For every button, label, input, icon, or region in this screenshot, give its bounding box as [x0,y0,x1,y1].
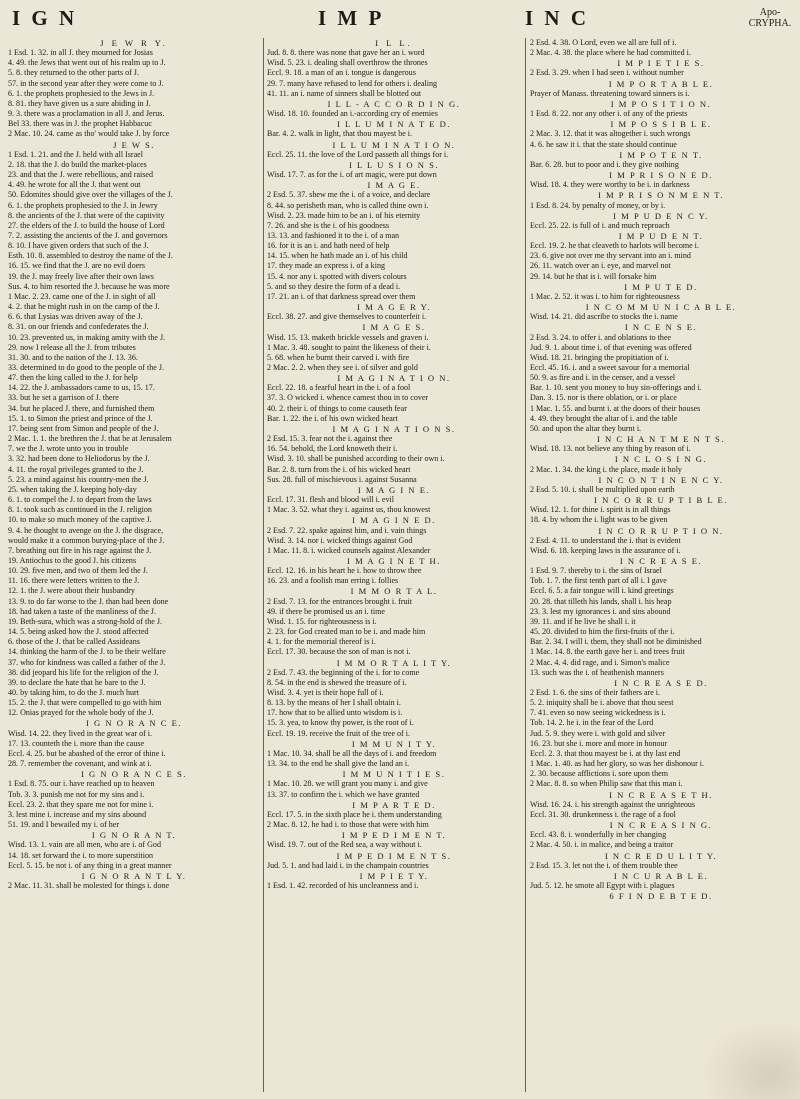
reference-line: 8. 10. I have given orders that such of the J. [8,241,149,251]
reference-line: 7. 2. assisting the ancients of the J. and governors [8,230,168,240]
reference-line: 2 Esd. 5. 37. shew me the i. of a voice, and declare [267,190,431,200]
reference-line: Eccl. 9. 18. a man of an i. tongue is dangerous [267,68,416,78]
headword: I G N O R A N T L Y. [81,870,187,881]
reference-line: 50. and upon the altar they burnt i. [530,423,642,433]
reference-line: 15. 3. yea, to know thy power, is the root of i. [267,718,414,728]
reference-line: Jud. 5. 12. he smote all Egypt with i. plagues [530,880,675,890]
reference-line: 16. 15. we find that the J. are no evil doers [8,261,145,271]
reference-line: 5. and so they desire the form of a dead i. [267,281,401,291]
reference-line: 8. 13. by the means of her I shall obtain i. [267,698,401,708]
reference-line: 10. 23. prevented us, in making amity with the J. [8,332,166,342]
headword: I N C O R R U P T I O N. [598,525,724,536]
reference-line: Bel 33. there was in J. the prophet Habbacuc [8,119,152,129]
reference-line: 1 Mac. 10. 28. we will grant you many i. and give [267,779,428,789]
reference-line: 5. 8. they returned to the other parts of J. [8,68,139,78]
reference-line: 40. 2. their i. of things to come causeth fear [267,403,407,413]
reference-line: 50. 9. as fire and i. in the censer, and a vessel [530,373,676,383]
reference-line: Jud. 9. 1. about time i. of that evening was offered [530,342,692,352]
reference-line: Eccl. 17. 31. flesh and blood will i. evil [267,495,394,505]
reference-line: 1 Esd. 9. 7. thereby to i. the sins of Israel [530,566,662,576]
reference-line: Wisd. 19. 7. out of the Red sea, a way without i. [267,840,422,850]
running-head-left: I G N [12,6,78,30]
reference-line: 38. did jeopard his life for the religion of the J. [8,667,159,677]
headword: I M A G I N A T I O N S. [332,423,456,434]
reference-line: 1 Mac. 10. 34. shall be all the days of i. and freedom [267,748,437,758]
reference-line: Eccl. 43. 8. i. wonderfully in her changing [530,830,667,840]
reference-line: 17. they made an express i. of a king [267,261,385,271]
reference-line: 16. 23. but she i. more and more in honour [530,738,668,748]
reference-line: Bar. 1. 10. sent you money to buy sin-offerings and i. [530,383,702,393]
reference-line: 23. 6. give not over me thy servant into an i. mind [530,251,691,261]
headword: I N C R E D U L I T Y. [604,850,718,861]
reference-line: Eccl. 6. 5. a fair tongue will i. kind greetings [530,586,674,596]
headword: I N C O R R U P T I B L E. [594,495,728,506]
reference-line: Eccl. 23. 2. that they spare me not for mine i. [8,799,154,809]
reference-line: Eccl. 31. 30. drunkenness i. the rage of a fool [530,809,676,819]
reference-line: 17. 13. counteth the i. more than the cause [8,738,145,748]
headword: I L L U M I N A T E D. [337,119,451,130]
reference-line: 14. 5. being asked how the J. stood affected [8,627,149,637]
headword: I M P O S I T I O N. [610,98,712,109]
reference-line: 9. 3. there was a proclamation in all J. and Jerus. [8,109,165,119]
reference-line: 1 Mac. 11. 8. i. wicked counsels against Alexander [267,545,431,555]
headword: I M P E D I M E N T. [341,830,447,841]
reference-line: 29. 7. many have refused to lend for others i. dealing [267,78,438,88]
reference-line: Wisd. 16. 24. i. his strength against the unrighteous [530,799,696,809]
reference-line: 57. in the second year after they were come to J. [8,78,164,88]
headword: I M A G E. [367,180,421,191]
reference-line: Wisd. 2. 23. made him to be an i. of his eternity [267,210,421,220]
reference-line: Tob. 1. 7. the first tenth part of all i. I gave [530,576,667,586]
headword: I M P U T E D. [624,281,698,292]
reference-line: 31. 30. and to the nation of the J. 13. 36. [8,352,138,362]
reference-line: Eccl. 25. 22. is full of i. and much reproach [530,220,670,230]
reference-line: 1 Esd. 8. 22. nor any other i. of any of the priests [530,109,688,119]
reference-line: 13. such was the i. of heathenish manners [530,667,664,677]
reference-line: Bar. 1. 22. the i. of his own wicked heart [267,413,398,423]
headword: I M A G I N E. [357,484,431,495]
reference-line: Wisd. 3. 10. shall be punished according to their own i. [267,454,445,464]
headword: I M A G I N E D. [352,515,436,526]
headword: I G N O R A N T. [91,830,177,841]
reference-line: 15. 1. to Simon the priest and prince of the J. [8,413,153,423]
reference-line: 2 Esd. 7. 43. the beginning of the i. for to come [267,667,420,677]
reference-line: Eccl. 45. 16. i. and a sweet savour for a memorial [530,363,690,372]
headword: I L L - A C C O R D I N G. [327,98,461,109]
reference-line: 12. 1. the J. were about their husbandry [8,586,135,596]
headword: I L L U S I O N S. [348,159,440,170]
reference-line: 2 Esd. 4. 38. O Lord, even we all are full of i. [530,38,677,47]
reference-line: Jud. 5. 1. and had laid i. in the champain countries [267,860,429,870]
section-label [743,7,797,29]
reference-line: Wisd. 6. 18. keeping laws is the assurance of i. [530,545,681,555]
running-head-center: I M P [318,6,385,30]
reference-line: Dan. 3. 15. nor is there oblation, or i. or place [530,393,677,403]
reference-line: 18. 4. by whom the i. light was to be given [530,515,668,525]
reference-line: 50. Edomites should give over the villages of the J. [8,190,173,200]
reference-line: Eccl. 2. 3. that thou mayest be i. at thy last end [530,748,681,758]
reference-line: 2 Esd. 15. 3. let not the i. of them trouble thee [530,860,678,870]
reference-line: 4. 49. the Jews that went out of his realm up to J. [8,58,166,68]
column-rule-right [525,38,526,1092]
reference-line: Bar. 4. 2. walk in light, that thou mayest be i. [267,129,413,139]
reference-line: Prayer of Manass. threatening toward sinners is i. [530,88,690,98]
reference-line: Eccl. 19. 2. he that cleaveth to harlots will become i. [530,241,699,251]
reference-line: 39. 11. and if he live he shall i. it [530,616,636,626]
column-rule-left [263,38,264,1092]
reference-line: 14. 15. when he hath made an i. of his child [267,251,408,261]
reference-line: 2 Esd. 3. 24. to offer i. and oblations to thee [530,332,672,342]
reference-line: 5. 68. when he burnt their carved i. with fire [267,352,410,362]
reference-line: 19. Beth-sura, which was a strong-hold of the J. [8,616,162,626]
reference-line: 33. determined to do good to the people of the J. [8,363,164,372]
reference-line: 11. 16. there were letters written to the J. [8,576,140,586]
reference-line: 2 Esd. 3. 29. when I had seen i. without number [530,68,684,78]
reference-line: Wisd. 17. 7. as for the i. of art magic, were put down [267,170,437,180]
reference-line: 2 Mac. 4. 4. did rage, and i. Simon's malice [530,657,670,667]
reference-line: 6. 1. to compel the J. to depart from the laws [8,495,152,505]
page-stain [700,1020,800,1099]
headword: I M A G E S. [362,322,426,333]
reference-line: 2 Mac. 4. 50. i. in malice, and being a traitor [530,840,674,850]
reference-line: 1 Mac. 1. 55. and burnt i. at the doors of their houses [530,403,701,413]
reference-line: 8. 54. in the end is shewed the treasure of i. [267,677,407,687]
reference-line: Eccl. 17. 30. because the son of man is not i. [267,647,411,657]
headword: I G N O R A N C E S. [81,769,187,780]
reference-line: 7. breathing out fire in his rage against the J. [8,545,152,555]
reference-line: 2. 30. because afflictions i. sore upon them [530,769,668,779]
headword: I M P O S S I B L E. [610,119,712,130]
reference-line: Tob. 14. 2. he i. in the fear of the Lord [530,718,654,728]
reference-line: 23. and that the J. were rebellious, and raised [8,170,154,180]
reference-line: 19. the J. may freely live after their own laws [8,271,154,281]
concordance-column-3 [530,38,792,1094]
reference-line: 2 Mac. 1. 1. the brethren the J. that be at Jerusalem [8,434,172,444]
running-head-right: I N C [525,6,590,30]
reference-line: 16. for it is an i. and hath need of help [267,241,390,251]
reference-line: 2. 18. that the J. do build the market-places [8,159,147,169]
headword: I L L. [375,38,413,48]
reference-line: 5. 2. iniquity shall be i. above that thou seest [530,698,674,708]
reference-line: 25. when taking the J. keeping holy-day [8,484,137,494]
headword: I M M U N I T Y. [351,738,437,749]
reference-line: 1 Esd. 1. 32. in all J. they mourned for Josias [8,48,153,58]
reference-line: 45. 20. divided to him the first-fruits of the i. [530,627,675,637]
reference-line: 15. 2. the J. that were compelled to go with him [8,698,162,708]
reference-line: 4. 49. they brought the altar of i. and the table [530,413,678,423]
reference-line: Wisd. 18. 13. not believe any thing by reason of i. [530,444,691,454]
reference-line: 23. 3. lest my ignorances i. and sins abound [530,606,671,616]
reference-line: 13. 13. and fashioned it to the i. of a man [267,230,400,240]
reference-line: Wisd. 14. 22. they lived in the great war of i. [8,728,153,738]
reference-line: 20. 28. that tilleth his lands, shall i. his heap [530,596,672,606]
reference-line: 1 Esd. 1. 21. and the J. held with all Israel [8,149,143,159]
reference-line: 2 Mac. 4. 38. the place where he had committed i. [530,48,691,58]
reference-line: 28. 7. remember the covenant, and wink at i. [8,759,152,769]
reference-line: 1 Mac. 3. 48. sought to paint the likeness of their i. [267,342,431,352]
headword: I M A G E R Y. [357,302,431,313]
headword: I G N O R A N C E. [86,718,182,729]
reference-line: 8. 81. they have given us a sure abiding in J. [8,98,151,108]
reference-line: 4. 1. for the memorial thereof is i. [267,637,376,647]
headword: I M P R I S O N E D. [609,170,713,181]
reference-line: 3. 32. had been done to Heliodorus by the J. [8,454,150,464]
reference-line: Eccl. 22. 18. a fearful heart in the i. of a fool [267,383,411,393]
reference-line: Bar. 2. 34. I will i. them, they shall not be diminished [530,637,702,647]
reference-line: 2 Esd. 4. 11. to understand the i. that is evident [530,535,681,545]
reference-line: Jud. 5. 9. they were i. with gold and silver [530,728,666,738]
reference-line: 41. 11. an i. name of sinners shall be blotted out [267,88,422,98]
reference-line: 2 Mac. 1. 34. the king i. the place, made it holy [530,464,682,474]
reference-line: 19. Antiochus to the good J. his citizens [8,555,137,565]
reference-line: Eccl. 19. 19. receive the fruit of the tree of i. [267,728,410,738]
headword: I N C R E A S E. [619,555,703,566]
reference-line: 18. had taken a taste of the manliness of the J. [8,606,156,616]
concordance-column-1 [8,38,260,1094]
reference-line: 8. 44. so perisheth man, who is called thine own i. [267,200,429,210]
reference-line: Wisd. 5. 23. i. dealing shall overthrow the thrones [267,58,428,68]
reference-line: Sus. 4. to him resorted the J. because he was more [8,281,170,291]
reference-line: 14. 18. set forward the i. to more superstition [8,850,154,860]
reference-line: 2. 23. for God created man to be i. and made him [267,627,426,637]
reference-line: 29. now I release all the J. from tributes [8,342,136,352]
reference-line: 1 Esd. 1. 42. recorded of his uncleanness and i. [267,880,419,890]
reference-line: 34. but he placed J. there, and furnished them [8,403,155,413]
reference-line: 12. Onias prayed for the whole body of the J. [8,708,154,718]
headword: I M A G I N E T H. [347,555,441,566]
headword: I N C R E A S E D. [614,677,708,688]
reference-line: 4. 2. that he might rush in on the camp of the J. [8,302,160,312]
headword: I N C O M M U N I C A B L E. [585,302,737,313]
reference-line: 2 Mac. 8. 8. so when Philip saw that this man i. [530,779,683,789]
reference-line: Bar. 6. 28. but to poor and i. they give nothing [530,159,679,169]
reference-line: 17. how that to be allied unto wisdom is i. [267,708,403,718]
headword: I N C U R A B L E. [613,870,709,881]
reference-line: 33. but he set a garrison of J. there [8,393,119,403]
section-label-top: Apo- [759,7,781,18]
reference-line: 15. 4. nor any i. spotted with divers colours [267,271,407,281]
headword: J E W R Y. [100,38,168,48]
reference-line: 2 Esd. 5. 10. i. shall be multiplied upon earth [530,484,675,494]
reference-line: 7. we the J. wrote unto you in trouble [8,444,129,454]
reference-line: 4. 6. he saw it i. that the state should continue [530,139,677,149]
headword: I M P A R T E D. [352,799,436,810]
reference-line: 37. who for kindness was called a father of the J. [8,657,166,667]
headword: I M P I E T I E S. [617,58,705,69]
reference-line: 2 Mac. 10. 24. came as tho' would take J. by force [8,129,170,139]
reference-line: 17. being sent from Simon and people of the J. [8,423,159,433]
reference-line: Wisd. 18. 10. founded an i.-according cry of enemies [267,109,438,119]
reference-line: 6. those of the J. that be called Assideans [8,637,140,647]
reference-line: 1 Mac. 1. 40. as had her glory, so was her dishonour i. [530,759,705,769]
reference-line: Bar. 2. 8. turn from the i. of his wicked heart [267,464,411,474]
reference-line: 1 Mac. 14. 8. the earth gave her i. and trees fruit [530,647,685,657]
reference-line: 26. 11. watch over an i. eye, and marvel not [530,261,671,271]
headword: I M M U N I T I E S. [342,769,446,780]
reference-line: 6. 1. the prophets prophesied to the Jews in J. [8,88,155,98]
reference-line: 5. 23. a mind against his country-men the J. [8,474,149,484]
headword: I M P I E T Y. [359,870,429,881]
reference-line: 2 Mac. 2. 2. when they see i. of silver and gold [267,363,418,372]
reference-line: 17. 21. an i. of that darkness spread over them [267,291,416,301]
running-head [0,6,800,36]
reference-line: Jud. 8. 8. there was none that gave her an i. word [267,48,425,58]
reference-line: 51. 19. and I bewailed my i. of her [8,820,120,830]
reference-line: Wisd. 1. 15. for righteousness is i. [267,616,377,626]
reference-line: 10. 29. five men, and two of them led the J. [8,566,148,576]
reference-line: 47. then the king called to the J. for help [8,373,138,383]
headword: I N C R E A S I N G. [609,820,713,831]
headword: I N C O N T I N E N C Y. [598,474,724,485]
reference-line: 2 Esd. 7. 13. for the entrances brought i. fruit [267,596,413,606]
reference-line: 1 Esd. 8. 75. our i. have reached up to heaven [8,779,155,789]
reference-line: 27. the elders of the J. to build the house of Lord [8,220,165,230]
reference-line: Wisd. 18. 21. bringing the propitiation of i. [530,352,669,362]
reference-line: 7. 26. and she is the i. of his goodness [267,220,390,230]
reference-line: 14. thinking the harm of the J. to be their welfare [8,647,166,657]
reference-line: 13. 37. to confirm the i. which we have granted [267,789,420,799]
reference-line: Esth. 10. 8. assembled to destroy the name of the J. [8,251,173,261]
headword: I M P O T E N T. [619,149,703,160]
reference-line: 13. 34. to the end he shall give the land an i. [267,759,410,769]
section-label-bottom: CRYPHA. [748,18,792,29]
reference-line: 6. 1. the prophets prophesied to the J. in Jewry [8,200,158,210]
headword: I M P O R T A B L E. [608,78,714,89]
reference-line: Eccl. 4. 25. but be abashed of the error of thine i. [8,748,166,758]
reference-line: Wisd. 3. 14. nor i. wicked things against God [267,535,413,545]
headword: I M P R I S O N M E N T. [597,190,725,201]
headword: I M P E D I M E N T S. [336,850,452,861]
reference-line: 3. lest mine i. increase and my sins abound [8,809,147,819]
reference-line: 6. 6. that Lysias was driven away of the J. [8,312,143,322]
reference-line: 9. 4. he thought to avenge on the J. the disgrace, [8,525,164,535]
reference-line: 16. 54. behold, the Lord knoweth their i. [267,444,398,454]
reference-line: Wisd. 12. 1. for thine i. spirit is in all things [530,505,671,515]
headword: I N C H A N T M E N T S. [596,434,725,445]
reference-line: 1 Mac. 2. 52. it was i. to him for righteousness [530,291,680,301]
reference-line: 2 Mac. 3. 12. that it was altogether i. such wrongs [530,129,691,139]
reference-line: 2 Mac. 8. 12. he had i. to those that were with him [267,820,429,830]
reference-line: 8. 1. took such as continued in the J. religion [8,505,152,515]
reference-line: 2 Esd. 7. 22. spake against him, and i. vain things [267,525,427,535]
reference-line: 29. 14. but he that is i. will forsake him [530,271,657,281]
reference-line: Sus. 28. full of mischievous i. against Susanna [267,474,417,484]
reference-line: 37. 3. O wicked i. whence camest thou in to cover [267,393,429,403]
headword: I L L U M I N A T I O N. [332,139,456,150]
headword: I N C R E A S E T H. [609,789,713,800]
reference-line: 16. 23. and a foolish man erring i. follies [267,576,399,586]
reference-line: 8. the ancients of the J. that were of the captivity [8,210,165,220]
reference-line: 2 Esd. 15. 3. fear not the i. against thee [267,434,393,444]
reference-line: Eccl. 12. 16. in his heart he i. how to throw thee [267,566,422,576]
headword: I N C L O S I N G. [614,454,708,465]
reference-line: Wisd. 13. 1. vain are all men, who are i. of God [8,840,161,850]
reference-line: Wisd. 18. 4. they were worthy to be i. in darkness [530,180,690,190]
reference-line: 14. 22. the J. ambassadors came to us, 15. 17. [8,383,155,393]
reference-line: Wisd. 15. 13. maketh brickle vessels and graven i. [267,332,429,342]
reference-line: 10. to make so much money of the captive J. [8,515,152,525]
headword: I N C E N S E. [624,322,698,333]
reference-line: Eccl. 17. 5. in the sixth place he i. them understanding [267,809,442,819]
headword: 6 F I N D E B T E D. [609,891,713,902]
headword: I M M O R T A L. [350,586,438,597]
reference-line: 1 Esd. 8. 24. by penalty of money, or by i. [530,200,666,210]
reference-line: 4. 49. he wrote for all the J. that went out [8,180,141,190]
reference-line: Eccl. 38. 27. and give themselves to counterfeit i. [267,312,427,322]
reference-line: Tob. 3. 3. punish me not for my sins and i. [8,789,145,799]
headword: I M M O R T A L I T Y. [336,657,452,668]
reference-line: 39. to declare the hate that he bare to the J. [8,677,146,687]
reference-line: 7. 41. even so now seeing wickedness is i. [530,708,666,718]
reference-line: Wisd. 3. 4. yet is their hope full of i. [267,688,384,697]
reference-line: Eccl. 25. 11. the love of the Lord passeth all things for i. [267,149,449,159]
reference-line: Wisd. 14. 21. did ascribe to stocks the i. name [530,312,678,322]
reference-line: would make it a common burying-place of the J. [8,535,165,545]
headword: I M P U D E N T. [618,230,704,241]
reference-line: 49. if there be promised us an i. time [267,606,385,616]
reference-line: 2 Esd. 1. 6. the sins of their fathers are i. [530,688,661,697]
headword: I M P U D E N C Y. [613,210,709,221]
reference-line: 13. 9. to do far worse to the J. than had been done [8,596,169,606]
reference-line: 2 Mac. 11. 31. shall be molested for things i. done [8,880,170,890]
reference-line: 40. by taking him, to do the J. much hurt [8,688,139,697]
reference-line: 1 Mac. 2. 23. came one of the J. in sight of all [8,291,156,301]
reference-line: 1 Mac. 3. 52. what they i. against us, thou knowest [267,505,431,515]
headword: J E W S. [113,139,155,150]
reference-line: Eccl. 5. 15. be not i. of any thing in a great manner [8,860,172,870]
concordance-column-2 [267,38,521,1094]
reference-line: 8. 31. on our friends and confederates the J. [8,322,149,332]
reference-line: 4. 11. the royal privileges granted to the J. [8,464,144,474]
headword: I M A G I N A T I O N. [337,373,451,384]
